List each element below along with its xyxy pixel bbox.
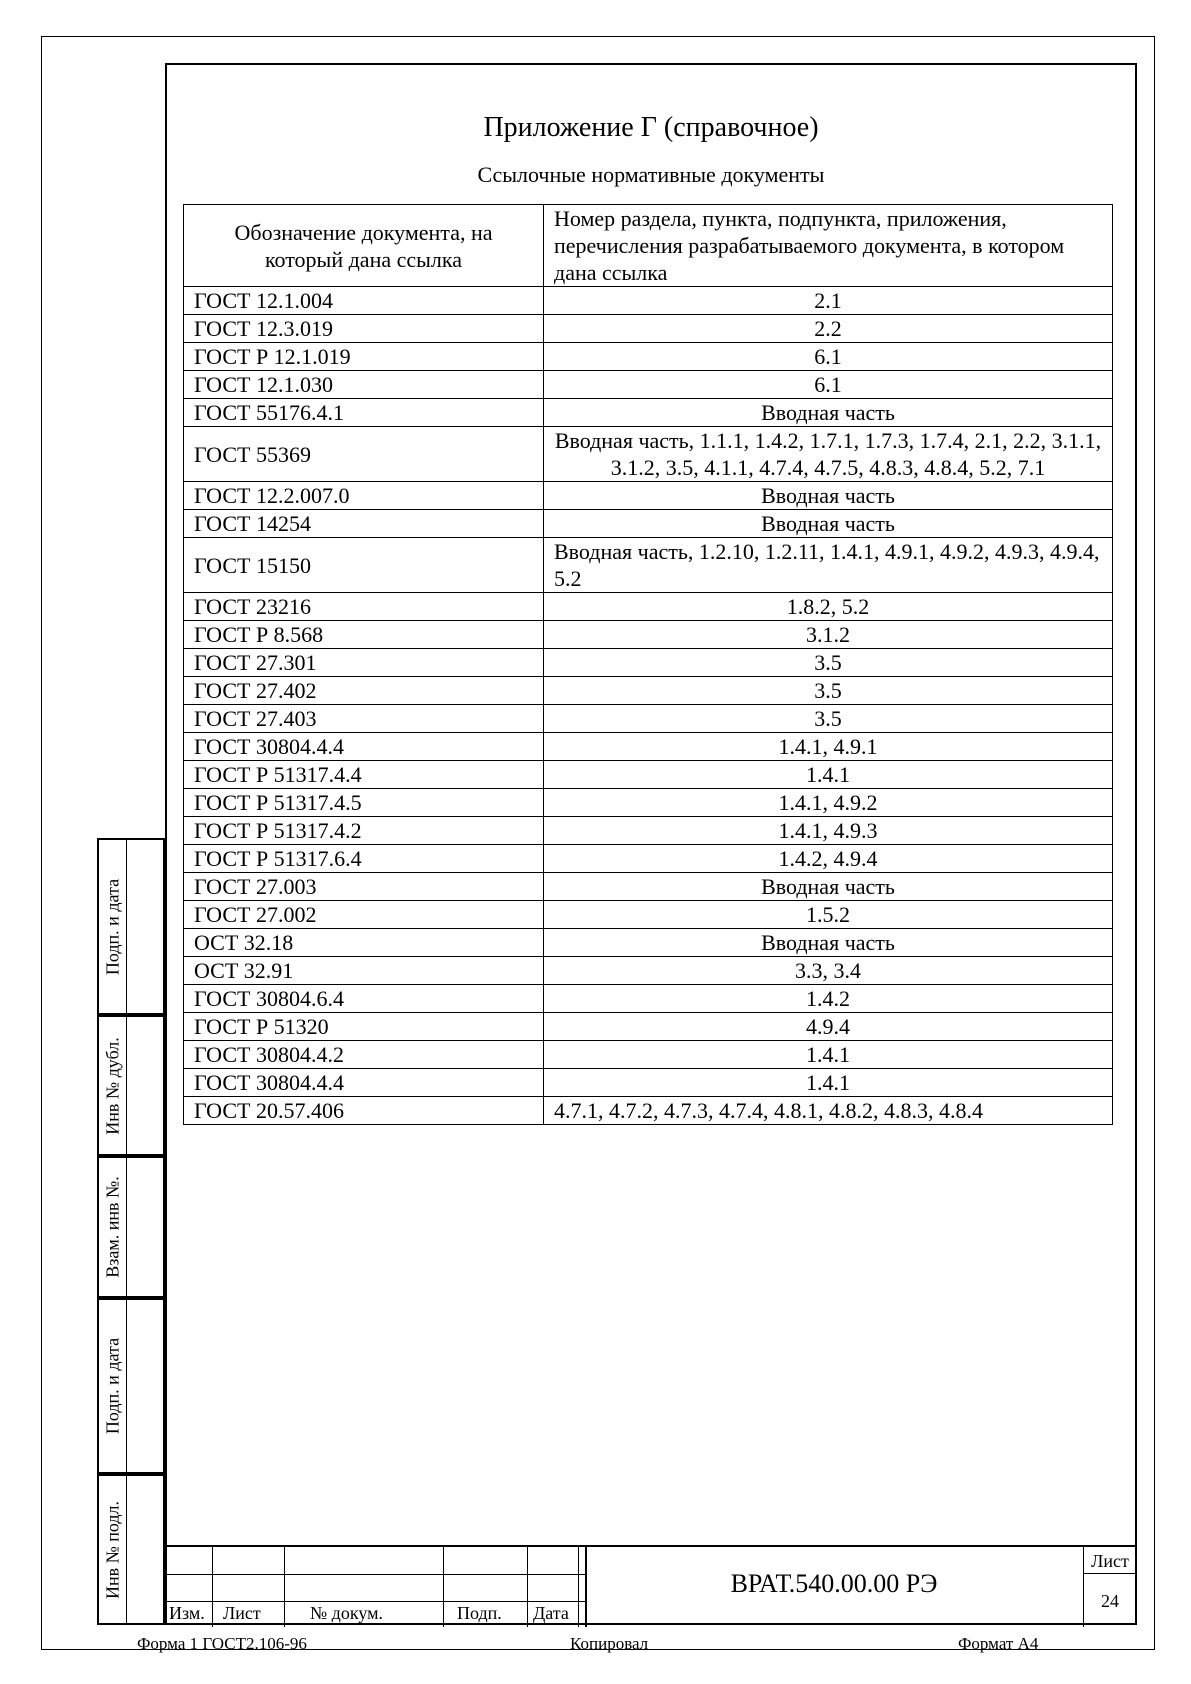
section-ref-cell: 1.4.2 xyxy=(544,985,1113,1013)
stamp-inv-dup xyxy=(97,1015,165,1156)
doc-designation-cell: ОСТ 32.91 xyxy=(184,957,544,985)
stamp-label: Подп. и дата xyxy=(102,1337,122,1435)
table-header-row xyxy=(184,205,1113,287)
section-ref-cell: 1.8.2, 5.2 xyxy=(544,593,1113,621)
doc-designation-cell: ГОСТ 27.402 xyxy=(184,677,544,705)
doc-designation-cell: ГОСТ 27.003 xyxy=(184,873,544,901)
table-row xyxy=(184,985,1113,1013)
table-row xyxy=(184,482,1113,510)
references-table xyxy=(183,204,1113,1125)
table-row xyxy=(184,399,1113,427)
table-row xyxy=(184,315,1113,343)
section-ref-cell: 4.9.4 xyxy=(544,1013,1113,1041)
table-row xyxy=(184,371,1113,399)
page-subtitle: Ссылочные нормативные документы xyxy=(477,162,825,187)
table-row xyxy=(184,733,1113,761)
footer-copied: Копировал xyxy=(570,1634,649,1653)
sheet-number: 24 xyxy=(1101,1591,1119,1611)
table-row xyxy=(184,761,1113,789)
doc-designation-cell: ГОСТ 20.57.406 xyxy=(184,1097,544,1125)
footer-form: Форма 1 ГОСТ2.106-96 xyxy=(137,1634,307,1653)
section-ref-cell: 3.5 xyxy=(544,677,1113,705)
table-row xyxy=(184,649,1113,677)
table-row xyxy=(184,593,1113,621)
doc-designation-cell: ГОСТ 55369 xyxy=(184,427,544,482)
stamp-replace-inv xyxy=(97,1156,165,1298)
doc-designation-cell: ГОСТ Р 51317.6.4 xyxy=(184,845,544,873)
doc-designation-cell: ГОСТ Р 51320 xyxy=(184,1013,544,1041)
label-list: Лист xyxy=(223,1603,261,1623)
doc-designation-cell: ГОСТ Р 51317.4.5 xyxy=(184,789,544,817)
stamp-label: Инв № дубл. xyxy=(102,1036,122,1135)
label-sign: Подп. xyxy=(457,1603,502,1623)
doc-designation-cell: ГОСТ 55176.4.1 xyxy=(184,399,544,427)
doc-designation-cell: ГОСТ Р 8.568 xyxy=(184,621,544,649)
section-ref-cell: Вводная часть, 1.1.1, 1.4.2, 1.7.1, 1.7.3, 1.7.4, 2.1, 2.2, 3.1.1, 3.1.2, 3.5, 4.1.1, 4.7.4, 4.7.5, 4.8.3, 4.8.4, 5.2, 7.1 xyxy=(544,427,1113,482)
table-row xyxy=(184,817,1113,845)
doc-designation-cell: ГОСТ Р 12.1.019 xyxy=(184,343,544,371)
section-ref-cell: Вводная часть xyxy=(544,873,1113,901)
label-doc-no: № докум. xyxy=(310,1603,383,1623)
doc-designation-cell: ГОСТ 12.2.007.0 xyxy=(184,482,544,510)
header-section-number: Номер раздела, пункта, подпункта, приложения, перечисления разрабатываемого документа, в котором дана ссылка xyxy=(544,205,1113,287)
section-ref-cell: 3.5 xyxy=(544,649,1113,677)
stamp-label: Подп. и дата xyxy=(102,878,122,975)
table-row xyxy=(184,845,1113,873)
section-ref-cell: 6.1 xyxy=(544,371,1113,399)
doc-designation-cell: ГОСТ 27.301 xyxy=(184,649,544,677)
page-title: Приложение Г (справочное) xyxy=(483,112,819,143)
doc-designation-cell: ГОСТ 30804.4.4 xyxy=(184,733,544,761)
section-ref-cell: 1.4.1, 4.9.1 xyxy=(544,733,1113,761)
table-row xyxy=(184,1069,1113,1097)
table-row xyxy=(184,510,1113,538)
section-ref-cell: Вводная часть xyxy=(544,399,1113,427)
doc-designation-cell: ГОСТ Р 51317.4.2 xyxy=(184,817,544,845)
table-row xyxy=(184,957,1113,985)
stamp-label: Инв № подл. xyxy=(102,1500,122,1599)
table-row xyxy=(184,427,1113,482)
table-row xyxy=(184,901,1113,929)
section-ref-cell: 1.5.2 xyxy=(544,901,1113,929)
table-row xyxy=(184,1041,1113,1069)
table-row xyxy=(184,1013,1113,1041)
table-row xyxy=(184,287,1113,315)
table-row xyxy=(184,621,1113,649)
doc-designation-cell: ГОСТ 12.3.019 xyxy=(184,315,544,343)
stamp-inv-orig xyxy=(97,1474,165,1625)
section-ref-cell: Вводная часть xyxy=(544,482,1113,510)
section-ref-cell: 2.1 xyxy=(544,287,1113,315)
table-row xyxy=(184,929,1113,957)
doc-designation-cell: ГОСТ 15150 xyxy=(184,538,544,593)
section-ref-cell: 1.4.1, 4.9.3 xyxy=(544,817,1113,845)
doc-designation-cell: ГОСТ 23216 xyxy=(184,593,544,621)
section-ref-cell: 1.4.1, 4.9.2 xyxy=(544,789,1113,817)
table-row xyxy=(184,873,1113,901)
section-ref-cell: 6.1 xyxy=(544,343,1113,371)
section-ref-cell: 4.7.1, 4.7.2, 4.7.3, 4.7.4, 4.8.1, 4.8.2, 4.8.3, 4.8.4 xyxy=(544,1097,1113,1125)
table-row xyxy=(184,343,1113,371)
stamp-sign-date-2 xyxy=(97,1298,165,1474)
section-ref-cell: Вводная часть xyxy=(544,929,1113,957)
table-row xyxy=(184,677,1113,705)
doc-designation-cell: ГОСТ 30804.4.4 xyxy=(184,1069,544,1097)
section-ref-cell: 1.4.2, 4.9.4 xyxy=(544,845,1113,873)
section-ref-cell: 1.4.1 xyxy=(544,761,1113,789)
sheet-label: Лист xyxy=(1091,1551,1129,1571)
header-doc-designation: Обозначение документа, на который дана ссылка xyxy=(184,205,544,287)
doc-designation-cell: ГОСТ 14254 xyxy=(184,510,544,538)
doc-designation-cell: ГОСТ 30804.6.4 xyxy=(184,985,544,1013)
table-body xyxy=(184,287,1113,1125)
table-row xyxy=(184,1097,1113,1125)
doc-designation-cell: ГОСТ 12.1.004 xyxy=(184,287,544,315)
stamp-label: Взам. инв №. xyxy=(102,1176,122,1278)
section-ref-cell: 3.3, 3.4 xyxy=(544,957,1113,985)
doc-designation-cell: ГОСТ 27.002 xyxy=(184,901,544,929)
table-row xyxy=(184,705,1113,733)
doc-designation-cell: ГОСТ 30804.4.2 xyxy=(184,1041,544,1069)
label-date: Дата xyxy=(533,1603,569,1623)
doc-designation-cell: ОСТ 32.18 xyxy=(184,929,544,957)
section-ref-cell: 3.1.2 xyxy=(544,621,1113,649)
section-ref-cell: 1.4.1 xyxy=(544,1069,1113,1097)
stamp-sign-date-1 xyxy=(97,838,165,1015)
section-ref-cell: Вводная часть xyxy=(544,510,1113,538)
table-row xyxy=(184,538,1113,593)
section-ref-cell: 3.5 xyxy=(544,705,1113,733)
section-ref-cell: 1.4.1 xyxy=(544,1041,1113,1069)
doc-designation-cell: ГОСТ Р 51317.4.4 xyxy=(184,761,544,789)
document-code: ВРАТ.540.00.00 РЭ xyxy=(730,1569,938,1598)
section-ref-cell: 2.2 xyxy=(544,315,1113,343)
doc-designation-cell: ГОСТ 12.1.030 xyxy=(184,371,544,399)
doc-designation-cell: ГОСТ 27.403 xyxy=(184,705,544,733)
table-row xyxy=(184,789,1113,817)
label-izm: Изм. xyxy=(169,1603,205,1623)
footer-format: Формат А4 xyxy=(958,1634,1039,1653)
title-block xyxy=(165,1545,1137,1625)
section-ref-cell: Вводная часть, 1.2.10, 1.2.11, 1.4.1, 4.9.1, 4.9.2, 4.9.3, 4.9.4, 5.2 xyxy=(544,538,1113,593)
